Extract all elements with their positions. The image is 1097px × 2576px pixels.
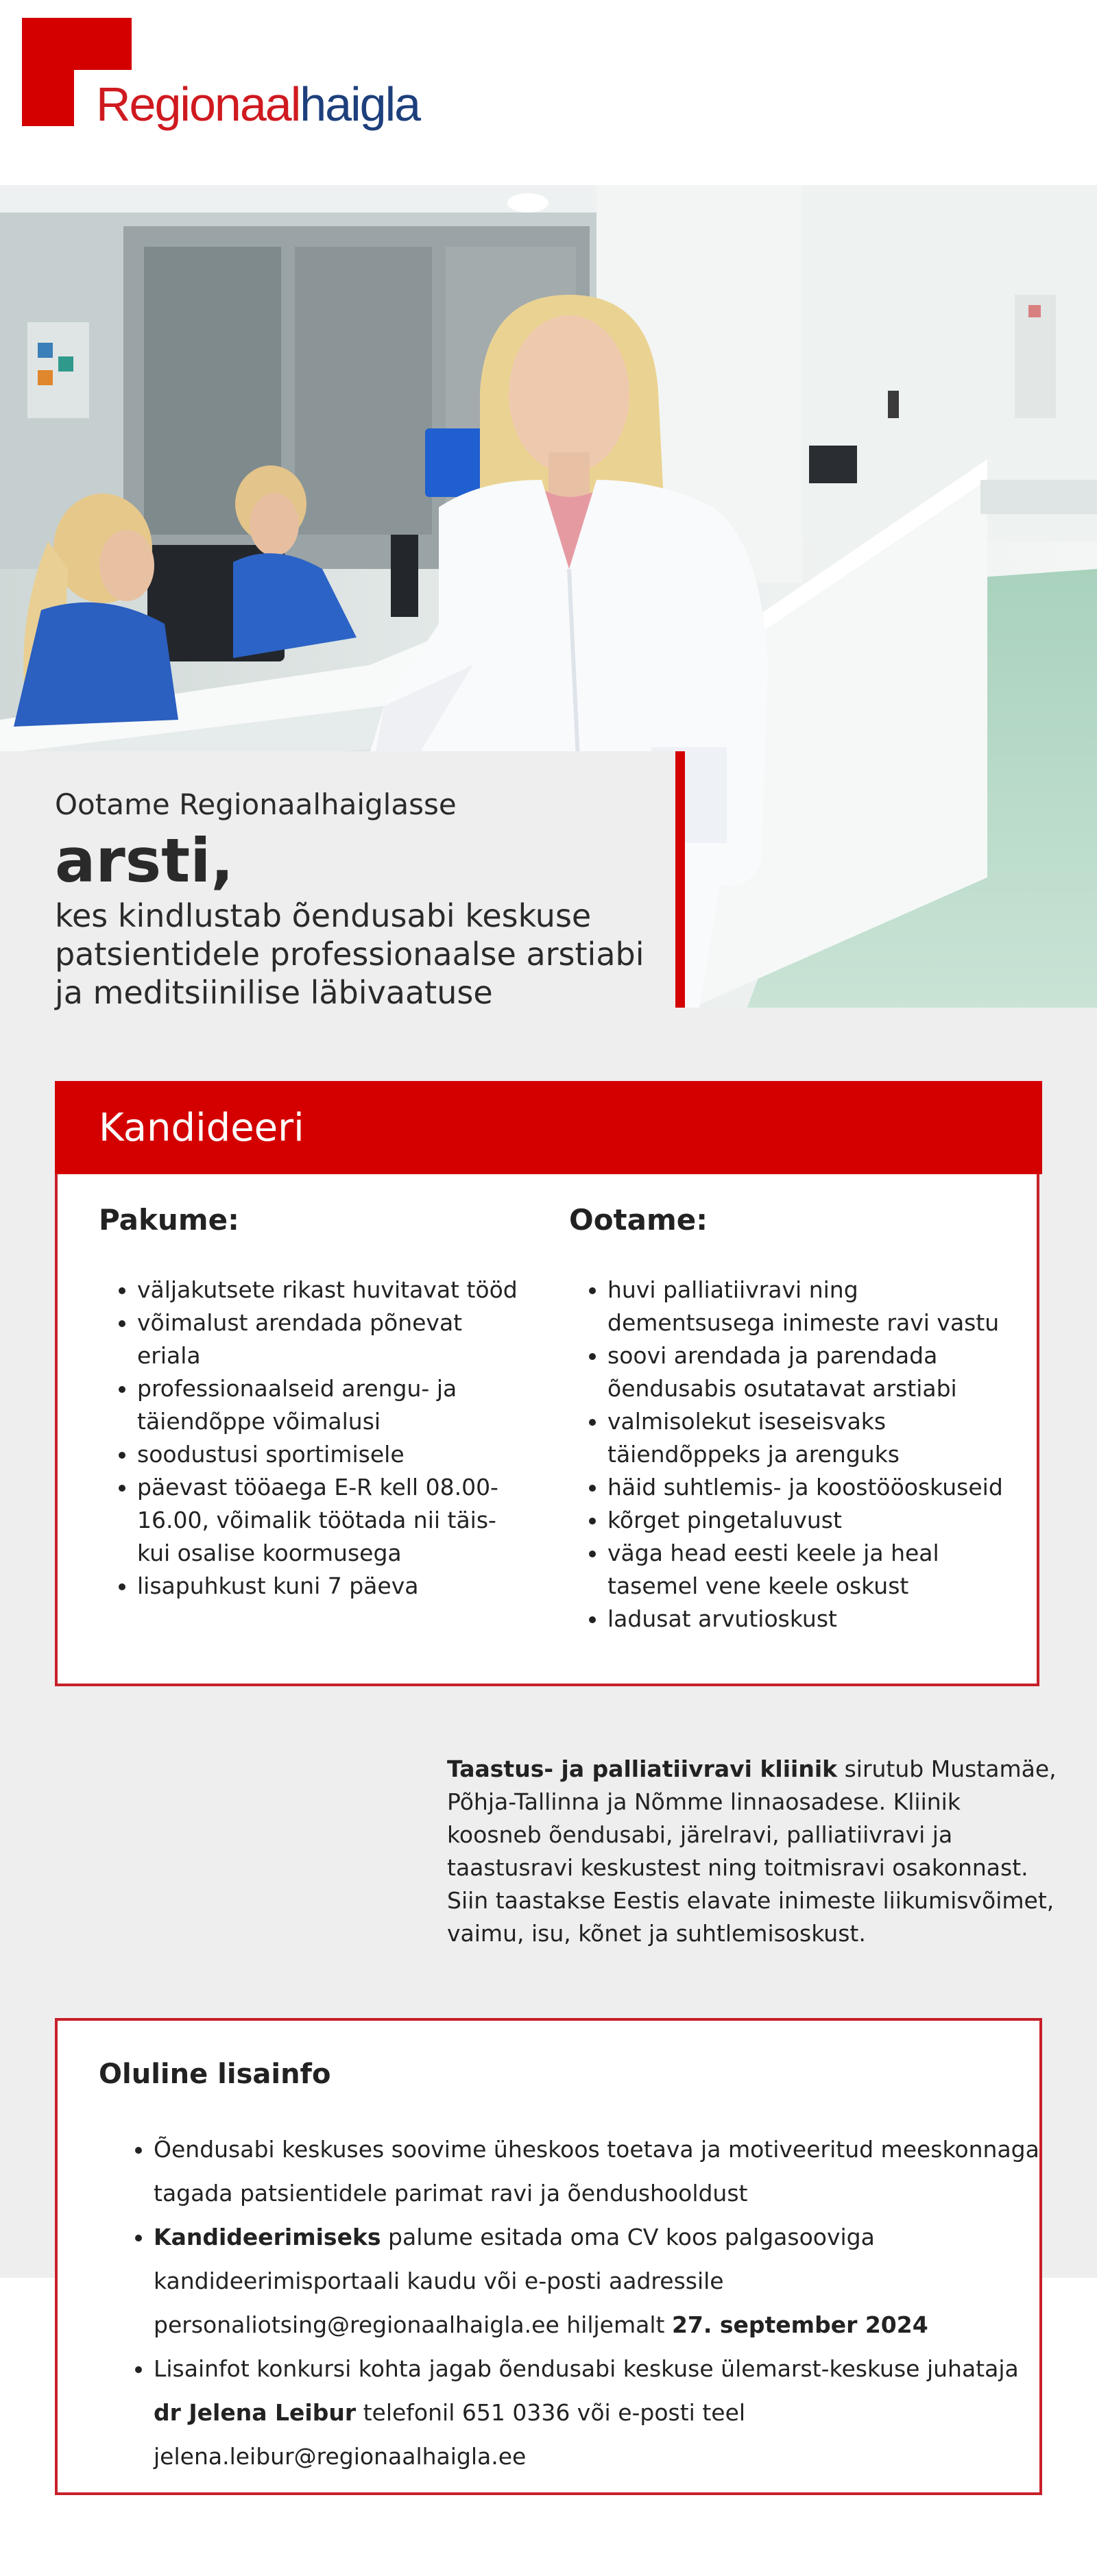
clinic-text: sirutub Mustamäe, Põhja-Tallinna ja Nõmme linnaosadese. Kliinik koosneb õendusabi, järelravi, palliatiivravi ja taastusravi keskustest ning toitmisravi osakonnast. Siin taastakse Eestis elavate inimeste liikumisvõimet, vaimu, isu, kõnet ja suhtlemisoskust. [447,1755,1057,1947]
list-item [154,2347,1045,2479]
info-item-text: Lisainfot konkursi kohta jagab õendusabi keskuse ülemarst-keskuse juhataja [154,2355,1019,2382]
list-item: • valmisolekut iseseisvaks täiendõppeks ja arenguks [607,1405,1008,1471]
logo-wordmark-blue: haigla [300,77,420,131]
list-item: • häid suhtlemis- ja koostööoskuseid [607,1471,1008,1504]
contact-name: dr Jelena Leibur [154,2399,357,2426]
clinic-description [447,1753,1057,1950]
list-item: • kõrget pingetaluvust [607,1504,1008,1537]
list-item: • võimalust arendada põnevat eriala [137,1307,524,1372]
offer-list [99,1274,524,1603]
intro-lead: Ootame Regionaalhaiglasse [55,788,457,821]
list-item: • huvi palliatiivravi ning dementsusega inimeste ravi vastu [607,1274,1008,1339]
list-item: • lisapuhkust kuni 7 päeva [137,1570,524,1603]
expect-list [569,1274,1008,1636]
clinic-name: Taastus- ja palliatiivravi kliinik [447,1755,838,1782]
info-list [115,2128,1045,2479]
info-item-text: palume esitada oma CV koos palgasooviga kandideerimisportaali kaudu või e-posti aadressile personaliotsing@regionaalhaigla.ee hiljemalt [154,2224,875,2338]
list-item: • väga head eesti keele ja heal tasemel vene keele oskust [607,1537,1008,1603]
list-item [154,2128,1045,2215]
list-item: • väljakutsete rikast huvitavat tööd [137,1274,524,1307]
expect-column [569,1201,1008,1636]
apply-button-label: Kandideeri [99,1106,304,1150]
intro-accent-bar [675,751,685,1008]
info-title: Oluline lisainfo [99,2058,331,2090]
list-item: • päevast tööaega E-R kell 08.00-16.00, võimalik töötada nii täis- kui osalise koormusega [137,1471,524,1570]
info-item-bold: Kandideerimiseks [154,2224,381,2250]
list-item: • soovi arendada ja parendada õendusabis osutatavat arstiabi [607,1339,1008,1405]
logo-wordmark-red: Regionaal [96,77,300,131]
list-item: • ladusat arvutioskust [607,1603,1008,1636]
expect-title: Ootame: [569,1203,708,1237]
list-item: • professionaalseid arengu- ja täiendõppe võimalusi [137,1372,524,1438]
logo-wordmark[interactable] [96,77,420,132]
info-item-text: Õendusabi keskuses soovime üheskoos toetava ja motiveeritud meeskonnaga tagada patsientidele parimat ravi ja õendushooldust [154,2136,1039,2207]
offer-column [99,1201,524,1603]
list-item [154,2215,1045,2347]
job-title: arsti, [55,825,234,896]
list-item: • soodustusi sportimisele [137,1438,524,1471]
contact-details: telefonil 651 0336 või e-posti teel jelena.leibur@regionaalhaigla.ee [154,2399,746,2470]
job-description: kes kindlustab õendusabi keskuse patsientidele professionaalse arstiabi ja meditsiinilise läbivaatuse [55,897,644,1011]
deadline-date: 27. september 2024 [671,2311,928,2338]
offer-title: Pakume: [99,1203,239,1237]
